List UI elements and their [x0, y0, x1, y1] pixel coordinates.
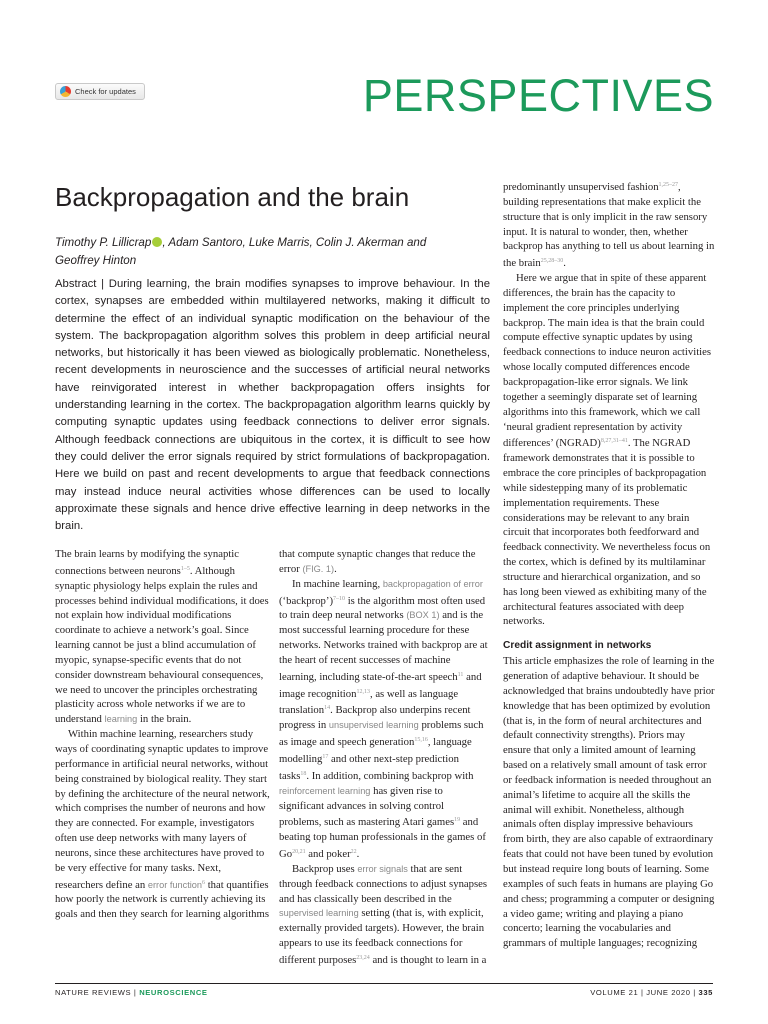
- paragraph: Backprop uses error signals that are sent through feedback connections to adjust synapses and has classically been described in the supervised learning setting (that is, with explicit, externally provided targets). However, the brain appears to use its feedback connections for different purposes$^{23,24}$ and is thought to learn in a: [279, 862, 488, 966]
- citation-link[interactable]: 20,21: [292, 849, 306, 856]
- citation-link[interactable]: 11: [457, 671, 464, 678]
- paragraph: Within machine learning, researchers study ways of coordinating synaptic updates to improve performance in artificial neural networks, without being constrained by biological reality. They start by defining the architecture of the neural network, which comprises the number of neurons and how they are connected. For example, investigators often use deep networks with many layers of neurons, since these architectures have proved to be very effective for many tasks. Next, researchers define an error function$^6$ that quantifies how poorly the network is currently achieving its goals and then they search for learning algorithms: [55, 728, 270, 921]
- figure-link[interactable]: (FIG. 1): [302, 563, 335, 574]
- paragraph: Here we argue that in spite of these apparent differences, the brain has the capacity to implement the core principles underlying backprop. The main idea is that the brain could compute effective synaptic updates by using feedback connections to induce neuron activities whose locally computed differences encode backpropagation-like error signals. We link together a seemingly disparate set of learning algorithms into this framework, which we call ‘neural gradient representation by activity differences’ (NGRAD)$^{8,27,31-41}$. The NGRAD framework demonstrates that it is possible to embrace the core principles of backpropagation while sidestepping many of its problematic implementation requirements. These considerations may be relevant to any brain circuit that incorporates both feedforward and feedback connectivity. We nevertheless focus on the cortex, which is defined by its multilaminar structure and hierarchical organization, and so has long been viewed as exhibiting many of the architectural features associated with deep networks.: [503, 272, 712, 628]
- glossary-term[interactable]: learning: [104, 714, 138, 725]
- glossary-term[interactable]: error signals: [357, 863, 408, 874]
- citation-link[interactable]: 23,24: [356, 954, 370, 961]
- paragraph: predominantly unsupervised fashion$^{1,25-27}$, building representations that make explicit the structure that is only implicit in the raw sensory input. It is natural to wonder, then, whether backprop has anything to tell us about learning in the brain$^{25,28-30}$.: [503, 181, 715, 270]
- paragraph: This article emphasizes the role of learning in the generation of adaptive behaviour. It should be acknowledged that brains undoubtedly have prior knowledge that has been optimized by evolution (that is, in the form of neural architectures and default connectivity strengths). Priors may ensure that only a limited amount of learning based on a relatively small amount of task error or feedback information is needed throughout an animal’s lifetime to acquire all the skills the animal will exhibit. Nonetheless, although animals often display impressive behaviours from birth, they are also capable of extraordinary feats that could not have been tuned by evolution but instead require long bouts of learning. Some examples of such feats in humans are playing Go and chess; programming a computer or designing a video game; writing and playing a piano concerto; learning the vocabularies and grammars of multiple languages; recognizing: [503, 655, 715, 950]
- citation-link[interactable]: 1–5: [180, 565, 190, 572]
- journal-name: NEUROSCIENCE: [139, 988, 208, 997]
- body-column-2: [279, 547, 489, 968]
- citation-link[interactable]: 6: [202, 879, 206, 886]
- citation-link[interactable]: 14: [324, 705, 331, 712]
- citation-link[interactable]: 19: [454, 817, 461, 824]
- orcid-icon[interactable]: [152, 237, 162, 247]
- citation-link[interactable]: 12,13: [356, 688, 370, 695]
- glossary-term[interactable]: error function: [147, 879, 203, 890]
- crossmark-icon: [60, 86, 71, 97]
- footer-volume: VOLUME 21 | JUNE 2020 | 335: [590, 988, 713, 997]
- citation-link[interactable]: 25,28–30: [540, 258, 564, 265]
- author-list: [55, 234, 465, 270]
- section-header: PERSPECTIVES: [362, 70, 714, 121]
- citation-link[interactable]: 18: [300, 770, 307, 777]
- citation-link[interactable]: 8,27,31–41: [600, 438, 628, 445]
- citation-link[interactable]: 15,16: [414, 737, 428, 744]
- check-for-updates-button[interactable]: [55, 83, 145, 100]
- glossary-term[interactable]: backpropagation of error: [382, 578, 483, 589]
- citation-link[interactable]: 7–10: [333, 595, 346, 602]
- citation-link[interactable]: 17: [322, 753, 329, 760]
- footer-journal: NATURE REVIEWS | NEUROSCIENCE: [55, 988, 208, 997]
- glossary-term[interactable]: reinforcement learning: [279, 785, 371, 796]
- check-for-updates-label: Check for updates: [75, 87, 136, 96]
- body-column-1: [55, 547, 270, 922]
- paragraph: that compute synaptic changes that reduce the error (FIG. 1).: [279, 548, 476, 575]
- author-rest: , Adam Santoro, Luke Marris, Colin J. Akerman and Geoffrey Hinton: [55, 236, 427, 267]
- page-number: 335: [698, 988, 713, 997]
- section-heading: Credit assignment in networks: [503, 640, 652, 652]
- box-link[interactable]: (BOX 1): [406, 610, 440, 621]
- citation-link[interactable]: 22: [350, 849, 357, 856]
- paragraph: In machine learning, backpropagation of error (‘backprop’)$^{7-10}$ is the algorithm most often used to train deep neural networks (BOX 1) and is the most successful learning procedure for these networks. Networks trained with backprop are at the heart of recent successes of machine learning, including state-of-the-art speech$^{11}$ and image recognition$^{12,13}$, as well as language translation$^{14}$. Backprop also underpins recent progress in unsupervised learning problems such as image and speech generation$^{15,16}$, language modelling$^{17}$ and other next-step prediction tasks$^{18}$. In addition, combining backprop with reinforcement learning has given rise to significant advances in solving control problems, such as mastering Atari games$^{19}$ and beating top human professionals in the games of Go$^{20,21}$ and poker$^{22}$.: [279, 577, 488, 861]
- footer-divider: [55, 983, 713, 984]
- glossary-term[interactable]: supervised learning: [279, 908, 359, 919]
- paragraph: The brain learns by modifying the synaptic connections between neurons$^{1-5}$. Although synaptic physiology helps explain the rules and processes behind individual modifications, it does not explain how individual modifications coordinate to achieve a network’s goal. Since learning cannot be just a blind accumulation of myopic, synapse-specific events that do not consider downstream behavioural consequences, we need to uncover the principles orchestrating plasticity across whole networks if we are to understand learning in the brain.: [55, 548, 269, 726]
- glossary-term[interactable]: unsupervised learning: [328, 720, 419, 731]
- body-column-3: [503, 178, 715, 951]
- citation-link[interactable]: 1,25–27: [658, 182, 679, 188]
- abstract: Abstract | During learning, the brain modifies synapses to improve behaviour. In the cortex, synapses are embedded within multilayered networks, making it difficult to determine the effect of an individual synaptic modification on the behaviour of the system. The backpropagation algorithm solves this problem in deep artificial neural networks, but historically it has been viewed as biologically problematic. Nonetheless, recent developments in neuroscience and the successes of artificial neural networks have reinvigorated interest in whether backpropagation offers insights for understanding learning in the cortex. The backpropagation algorithm learns quickly by computing synaptic updates using feedback connections to deliver error signals. Although feedback connections are ubiquitous in the cortex, it is difficult to see how they could deliver the error signals required by strict formulations of backpropagation. Here we build on past and recent developments to argue that feedback connections may instead induce neural activities whose differences can be used to locally approximate these signals and hence drive effective learning in deep networks in the brain.: [55, 278, 490, 533]
- article-title: Backpropagation and the brain: [55, 182, 410, 212]
- author-first: Timothy P. Lillicrap: [55, 236, 152, 249]
